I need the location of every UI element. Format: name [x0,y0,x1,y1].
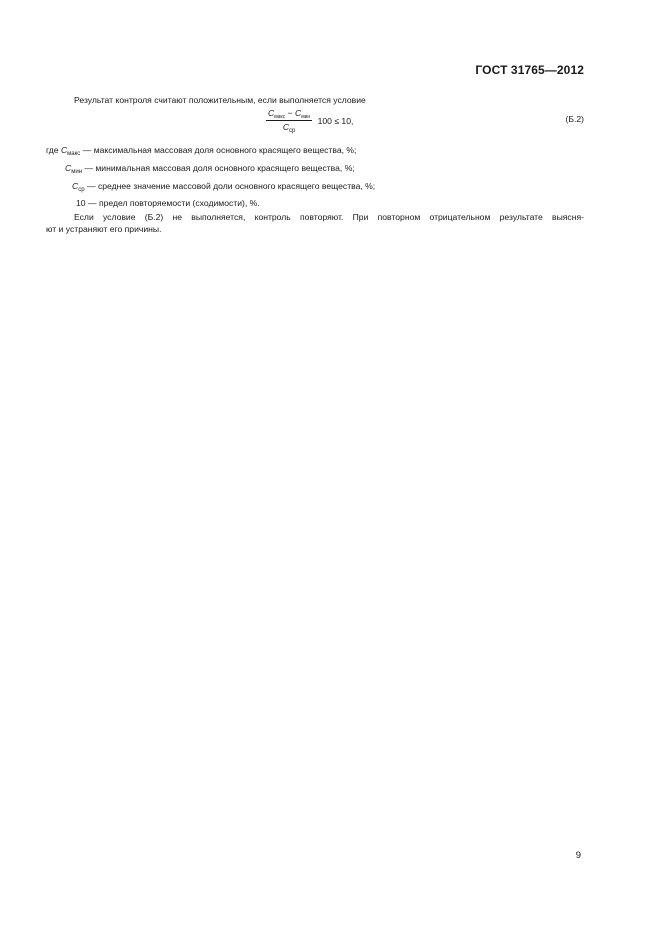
where-item-cmin: $C_{мин}$ — минимальная массовая доля основного красящего вещества, %; [65,163,355,175]
equation-number: (Б.2) [565,114,584,124]
intro-paragraph: Результат контроля считают положительным, если выполняется условие [74,95,366,105]
formula [266,108,353,133]
where-item-cavg: $C_{ср}$ — среднее значение массовой доли основного красящего вещества, %; [72,181,376,193]
paragraph-line-1: Если условие (Б.2) не выполняется, контроль повторяют. При повторном отрицательном результате выясня- [74,212,584,222]
page-number: 9 [575,850,581,861]
formula-tail: 100 ≤ 10, [317,115,354,126]
where-item-cmax: где $C_{макс}$ — максимальная массовая доля основного красящего вещества, %; [46,145,357,157]
repeat-control-paragraph [46,211,584,235]
document-code: ГОСТ 31765—2012 [475,63,584,77]
paragraph-line-2: ют и устраняют его причины. [46,224,162,234]
formula-numerator: $C_{макс} - C_{мин}$ [268,108,311,120]
formula-fraction [266,108,312,133]
formula-denominator: $C_{ср}$ [282,122,296,134]
where-item-limit: 10 — предел повторяемости (сходимости), %. [76,198,260,208]
